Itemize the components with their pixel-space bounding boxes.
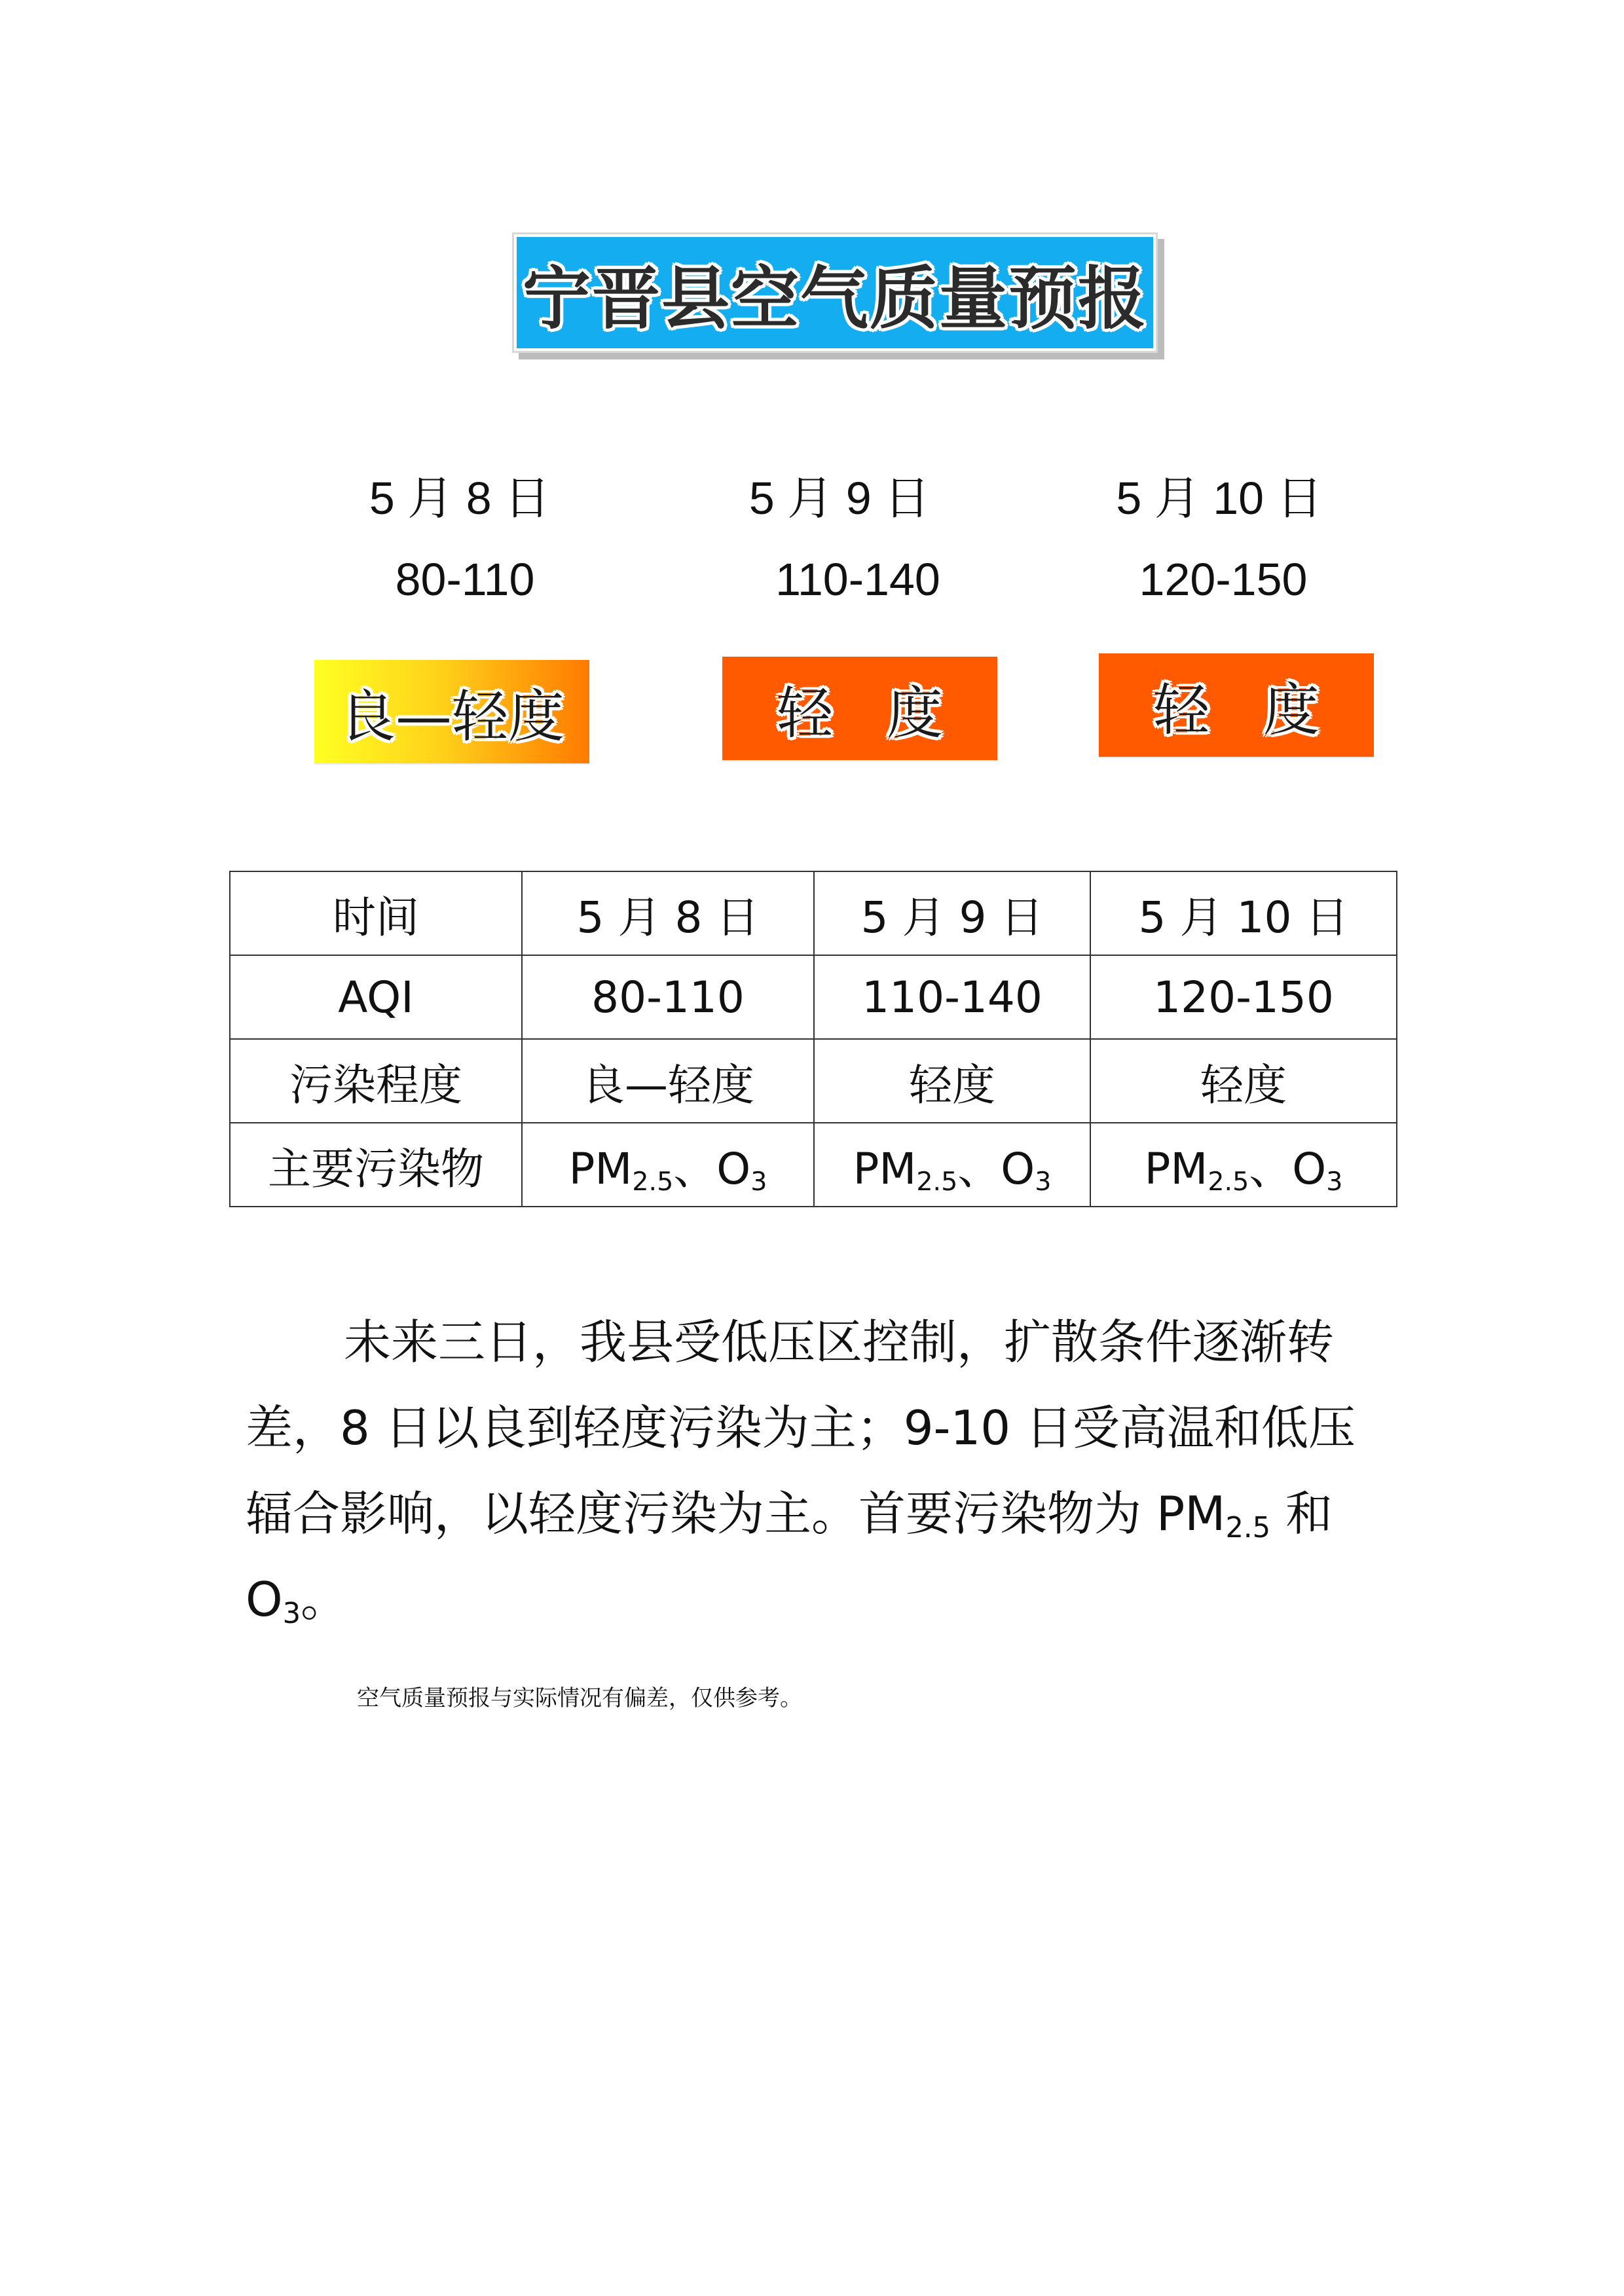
table-cell: $PM_{2.5}$、$O_3$	[522, 1123, 814, 1207]
level-badge-label: 良—轻度	[339, 684, 564, 750]
paragraph-line: 未来三日，我县受低压区控制，扩散条件逐渐转	[344, 1315, 1335, 1370]
table-cell: 110-140	[814, 955, 1090, 1039]
forecast-date-2: 5 月 9 日	[748, 473, 931, 524]
table-header-cell: 5 月 10 日	[1090, 871, 1397, 955]
forecast-table	[229, 871, 1397, 1207]
forecast-aqi-1: 80-110	[395, 554, 535, 605]
table-cell: $PM_{2.5}$、$O_3$	[814, 1123, 1090, 1207]
page-title: 宁晋县空气质量预报	[522, 259, 1147, 338]
table-cell: 良—轻度	[522, 1039, 814, 1123]
paragraph-line: 差，8 日以良到轻度污染为主；9-10 日受高温和低压	[246, 1400, 1356, 1455]
table-cell: 主要污染物	[230, 1123, 522, 1207]
table-header-row	[230, 871, 1397, 955]
level-badge-label: 轻度	[1153, 678, 1373, 743]
title-banner	[512, 232, 1158, 353]
forecast-aqi-3: 120-150	[1139, 554, 1308, 605]
forecast-paragraph	[246, 1300, 1385, 1643]
forecast-aqi-2: 110-140	[775, 554, 940, 605]
table-cell: $PM_{2.5}$、$O_3$	[1090, 1123, 1397, 1207]
forecast-date-3: 5 月 10 日	[1116, 473, 1323, 524]
table-cell: 污染程度	[230, 1039, 522, 1123]
table-cell: AQI	[230, 955, 522, 1039]
disclaimer-note: 空气质量预报与实际情况有偏差，仅供参考。	[357, 1685, 802, 1711]
forecast-date-1: 5 月 8 日	[369, 473, 551, 524]
level-badge-label: 轻度	[777, 681, 997, 746]
table-row	[230, 1123, 1397, 1207]
table-header-cell: 5 月 9 日	[814, 871, 1090, 955]
table-row	[230, 955, 1397, 1039]
level-badge-2	[722, 657, 997, 760]
table-cell: 轻度	[814, 1039, 1090, 1123]
table-cell: 80-110	[522, 955, 814, 1039]
table-row	[230, 1039, 1397, 1123]
table-cell: 120-150	[1090, 955, 1397, 1039]
table-cell: 轻度	[1090, 1039, 1397, 1123]
paragraph-line: $O_3$。	[246, 1572, 348, 1630]
level-badge-3	[1099, 653, 1374, 757]
level-badge-1	[314, 660, 589, 763]
table-header-cell: 时间	[230, 871, 522, 955]
table-header-cell: 5 月 8 日	[522, 871, 814, 955]
paragraph-line: 辐合影响，以轻度污染为主。首要污染物为 $PM_{2.5}$ 和	[246, 1486, 1333, 1544]
